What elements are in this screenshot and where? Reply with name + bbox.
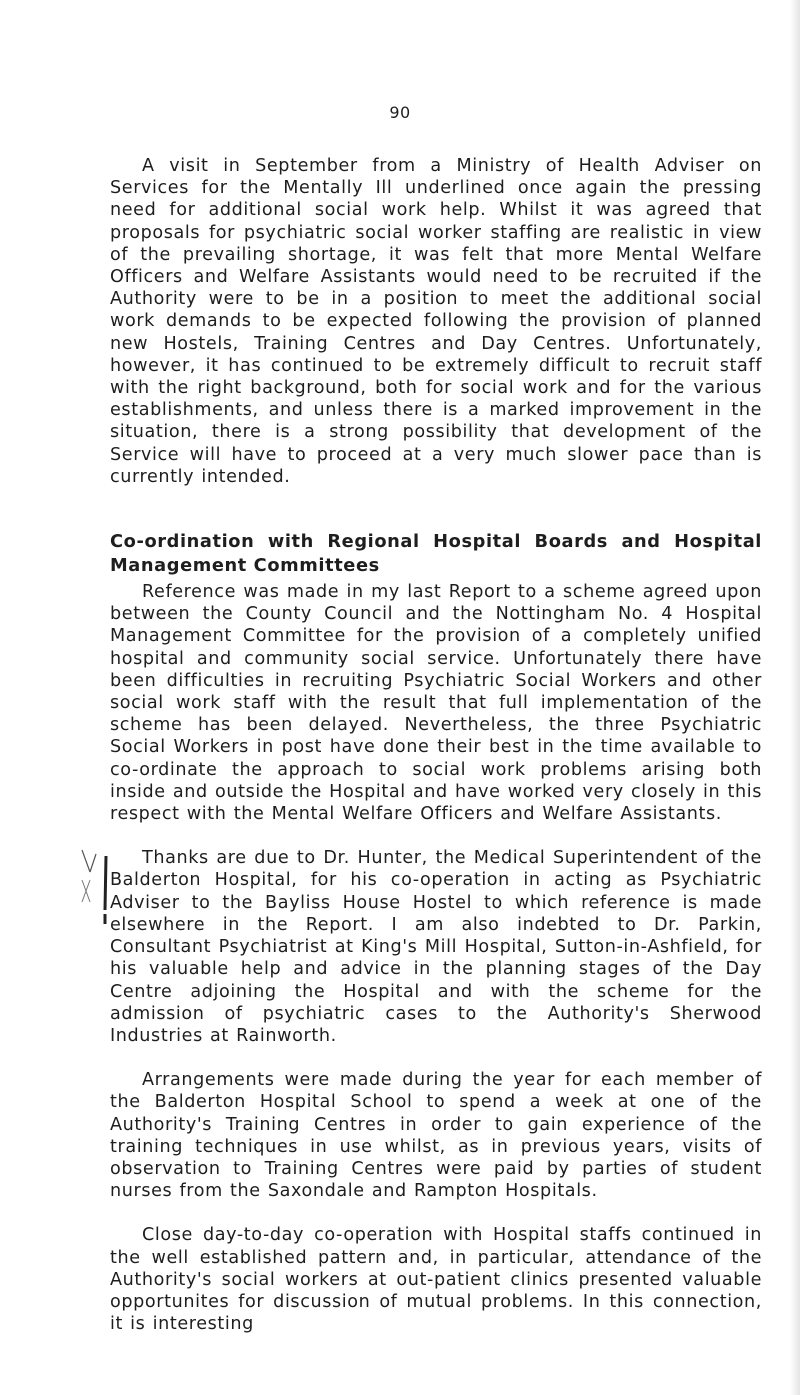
paragraph-thanks: Thanks are due to Dr. Hunter, the Medical Superintendent of the Balderton Hospital, for his co-operation in acting as Psychiatric Adviser to the Bayliss House Hostel to which reference is made elsewhere in the Report. I am also indebted to Dr. Parkin, Consultant Psychiatrist at King's Mill Hospital, Sutton-in-Ashfield, for his valuable help and advice in the planning stages of the Day Centre adjoining the Hospital and with the scheme for the admission of psychiatric cases to the Authority's Sherwood Industries at Rainworth. bbox=[110, 848, 762, 1046]
document-body bbox=[110, 155, 762, 1357]
paragraph-cooperation: Close day-to-day co-operation with Hospital staffs continued in the well established pattern and, in particular, attendance of the Authority's social workers at out-patient clinics presented valuable opportunites for discussion of mutual problems. In this connection, it is interesting bbox=[110, 1225, 762, 1335]
page-number: 90 bbox=[389, 103, 411, 122]
margin-annotation-marks bbox=[80, 848, 110, 928]
page-edge-shadow bbox=[790, 0, 800, 1395]
section-heading-coordination: Co-ordination with Regional Hospital Boards and Hospital Management Committees bbox=[110, 531, 762, 577]
paragraph-unified-scheme: Reference was made in my last Report to a scheme agreed upon between the County Council and the Nottingham No. 4 Hospital Management Committee for the provision of a completely unified hospital and community social service. Unfortunately there have been difficulties in recruiting Psychiatric Social Workers and other social work staff with the result that full implementation of the scheme has been delayed. Nevertheless, the three Psychiatric Social Workers in post have done their best in the time available to co-ordinate the approach to social work problems arising both inside and outside the Hospital and have worked very closely in this respect with the Mental Welfare Officers and Welfare Assistants. bbox=[110, 582, 762, 825]
paragraph-ministry-visit: A visit in September from a Ministry of Health Adviser on Services for the Mentally Ill underlined once again the pressing need for additional social work help. Whilst it was agreed that proposals for psychiatric social worker staffing are realistic in view of the prevailing shortage, it was felt that more Mental Welfare Officers and Welfare Assistants would need to be recruited if the Authority were to be in a position to meet the additional social work demands to be expected following the provision of planned new Hostels, Training Centres and Day Centres. Unfortunately, however, it has continued to be extremely difficult to recruit staff with the right background, both for social work and for the various establishments, and unless there is a marked improvement in the situation, there is a strong possibility that development of the Service will have to proceed at a very much slower pace than is currently intended. bbox=[110, 156, 762, 487]
paragraph-arrangements: Arrangements were made during the year for each member of the Balderton Hospital School to spend a week at one of the Authority's Training Centres in order to gain experience of the training techniques in use whilst, as in previous years, visits of observation to Training Centres were paid by parties of student nurses from the Saxondale and Rampton Hospitals. bbox=[110, 1070, 762, 1202]
